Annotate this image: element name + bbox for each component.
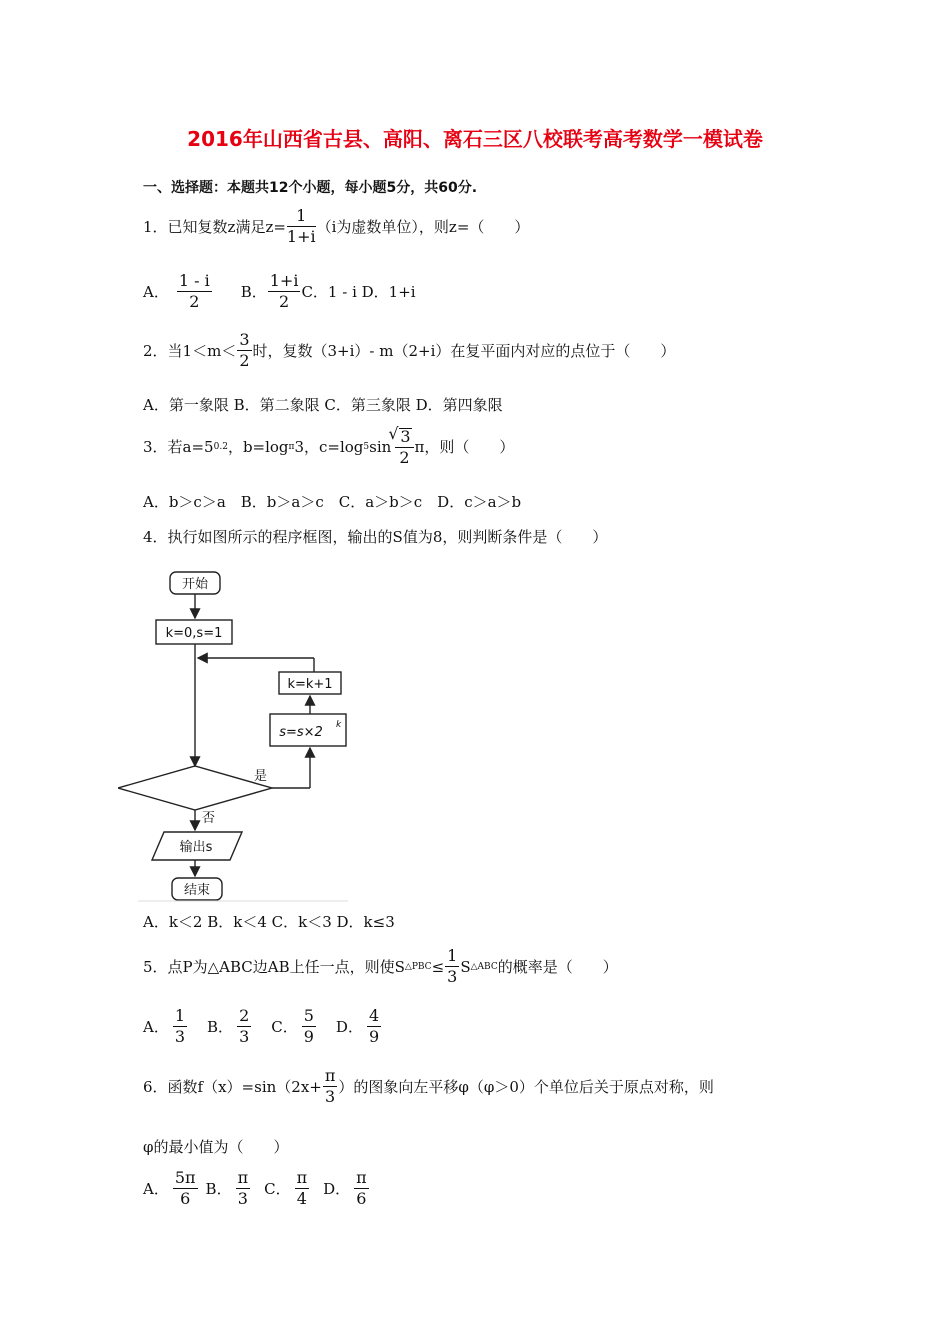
question-5-options (143, 1008, 382, 1045)
q5-option-d (367, 1008, 381, 1045)
q5-option-d-num: 4 (368, 1006, 380, 1025)
q6-prefix: 6．函数f（x）=sin（2x+ (143, 1077, 322, 1096)
question-6 (143, 1068, 714, 1105)
q3-b-base: π (288, 442, 295, 452)
q5-option-c-den: 9 (303, 1027, 314, 1046)
q1-option-b (268, 273, 301, 310)
q5-option-a-label: A． (143, 1017, 169, 1036)
q6-option-d (354, 1170, 369, 1207)
q5-option-a-num: 1 (174, 1006, 186, 1025)
question-1 (143, 208, 529, 245)
flowchart-output-label: 输出s (179, 840, 213, 855)
q1-option-b-num: 1+i (269, 271, 299, 290)
q1-fraction (287, 208, 316, 245)
flowchart-end-label: 结束 (183, 883, 211, 898)
q6-option-c-label: C． (264, 1179, 291, 1198)
q6-option-d-num: π (356, 1168, 367, 1187)
section-heading: 一、选择题：本题共12个小题，每小题5分，共60分. (143, 180, 478, 196)
q5-s2: S (460, 957, 471, 976)
q3-c-base: 5 (363, 442, 370, 452)
question-4: 4．执行如图所示的程序框图，输出的S值为8，则判断条件是（ ） (143, 528, 608, 546)
q6-suffix: ）的图象向左平移φ（φ＞0）个单位后关于原点对称，则 (338, 1077, 714, 1096)
flowchart-update-k-label: k=k+1 (287, 677, 333, 692)
q5-option-c-num: 5 (303, 1006, 314, 1025)
q3-suffix: π，则（ ） (414, 438, 515, 456)
q1-prefix: 1．已知复数z满足z= (143, 217, 286, 236)
page-title: 2016年山西省古县、高阳、离石三区八校联考高考数学一模试卷 (187, 127, 763, 151)
q3-mid2: 3，c=log (294, 438, 364, 456)
flowchart-update-s-label: s=s×2 (279, 725, 323, 740)
q1-option-b-den: 2 (279, 292, 290, 311)
q1-option-a (177, 273, 212, 310)
q5-fraction (445, 948, 459, 985)
q2-frac-den: 2 (239, 351, 250, 370)
q1-option-b-label: B． (240, 282, 267, 301)
q5-option-a (173, 1008, 187, 1045)
q2-fraction (237, 332, 251, 369)
q5-option-d-label: D． (335, 1017, 363, 1036)
q2-frac-num: 3 (239, 330, 250, 349)
q5-frac-num: 1 (447, 946, 458, 965)
q5-option-c-label: C． (271, 1017, 298, 1036)
q1-options-cd: C．1 - i D．1+i (301, 282, 416, 301)
q6-option-c (295, 1170, 310, 1207)
question-2-options: A．第一象限 B．第二象限 C．第三象限 D．第四象限 (143, 396, 503, 414)
q3-fraction (395, 428, 413, 466)
q3-frac-den: 2 (399, 448, 410, 467)
q1-option-a-den: 2 (189, 292, 200, 311)
q1-option-a-num: 1 - i (178, 271, 210, 290)
q5-frac-den: 3 (447, 967, 458, 986)
question-4-options: A．k＜2 B．k＜4 C．k＜3 D．k≤3 (143, 913, 395, 931)
flowchart-yes-label: 是 (254, 769, 268, 784)
q1-frac-den: 1+i (286, 227, 316, 246)
q5-option-d-den: 9 (368, 1027, 380, 1046)
q6-option-a-den: 6 (180, 1189, 191, 1208)
q6-option-a (173, 1170, 198, 1207)
flowchart-init-label: k=0,s=1 (165, 626, 223, 641)
q5-option-b-den: 3 (239, 1027, 250, 1046)
question-3 (143, 428, 514, 466)
q5-option-a-den: 3 (174, 1027, 186, 1046)
q3-sin: sin (369, 438, 392, 456)
question-6-options (143, 1170, 370, 1207)
q1-option-a-label: A． (143, 282, 169, 301)
q6-option-a-label: A． (143, 1179, 169, 1198)
q5-option-c (302, 1008, 316, 1045)
q3-a-exponent: 0.2 (213, 442, 228, 452)
q6-option-b (236, 1170, 251, 1207)
question-5 (143, 948, 618, 985)
q6-fraction (323, 1068, 338, 1105)
question-2 (143, 332, 675, 369)
q3-prefix: 3．若a=5 (143, 438, 214, 456)
question-1-options (143, 273, 416, 310)
q5-leq: ≤ (431, 957, 445, 976)
q6-option-b-label: B． (205, 1179, 232, 1198)
sqrt-symbol: √ 3 (399, 428, 411, 445)
q3-mid: ，b=log (227, 438, 289, 456)
q3-frac-num (395, 428, 413, 448)
question-6-line2: φ的最小值为（ ） (143, 1138, 289, 1156)
q6-option-b-den: 3 (237, 1189, 248, 1208)
flowchart-no-label: 否 (202, 811, 216, 826)
flowchart-update-s-exponent: k (336, 720, 342, 730)
q2-prefix: 2．当1＜m＜ (143, 341, 237, 360)
q6-option-a-num: 5π (174, 1168, 196, 1187)
q5-sub2: △ABC (470, 961, 498, 972)
question-3-options: A．b＞c＞a B．b＞a＞c C．a＞b＞c D．c＞a＞b (143, 493, 522, 511)
q5-suffix: 的概率是（ ） (497, 957, 618, 976)
q6-option-c-den: 4 (296, 1189, 307, 1208)
q6-option-c-num: π (296, 1168, 308, 1187)
q6-option-d-den: 6 (356, 1189, 367, 1208)
q5-option-b (237, 1008, 251, 1045)
q5-option-b-label: B． (207, 1017, 234, 1036)
q6-frac-den: 3 (325, 1087, 336, 1106)
q6-option-d-label: D． (323, 1179, 351, 1198)
q1-frac-num: 1 (287, 208, 316, 227)
flowchart-start-label: 开始 (181, 577, 209, 592)
q2-suffix: 时，复数（3+i）- m（2+i）在复平面内对应的点位于（ ） (252, 341, 676, 360)
q5-option-b-num: 2 (239, 1006, 250, 1025)
flowchart-decision-diamond (118, 766, 272, 810)
flowchart (118, 566, 358, 906)
q6-frac-num: π (324, 1066, 336, 1085)
q6-option-b-num: π (237, 1168, 249, 1187)
q1-suffix: （i为虚数单位），则z=（ ） (316, 217, 530, 236)
q5-prefix: 5．点P为△ABC边AB上任一点，则使S (143, 957, 405, 976)
q5-sub1: △PBC (404, 961, 432, 972)
